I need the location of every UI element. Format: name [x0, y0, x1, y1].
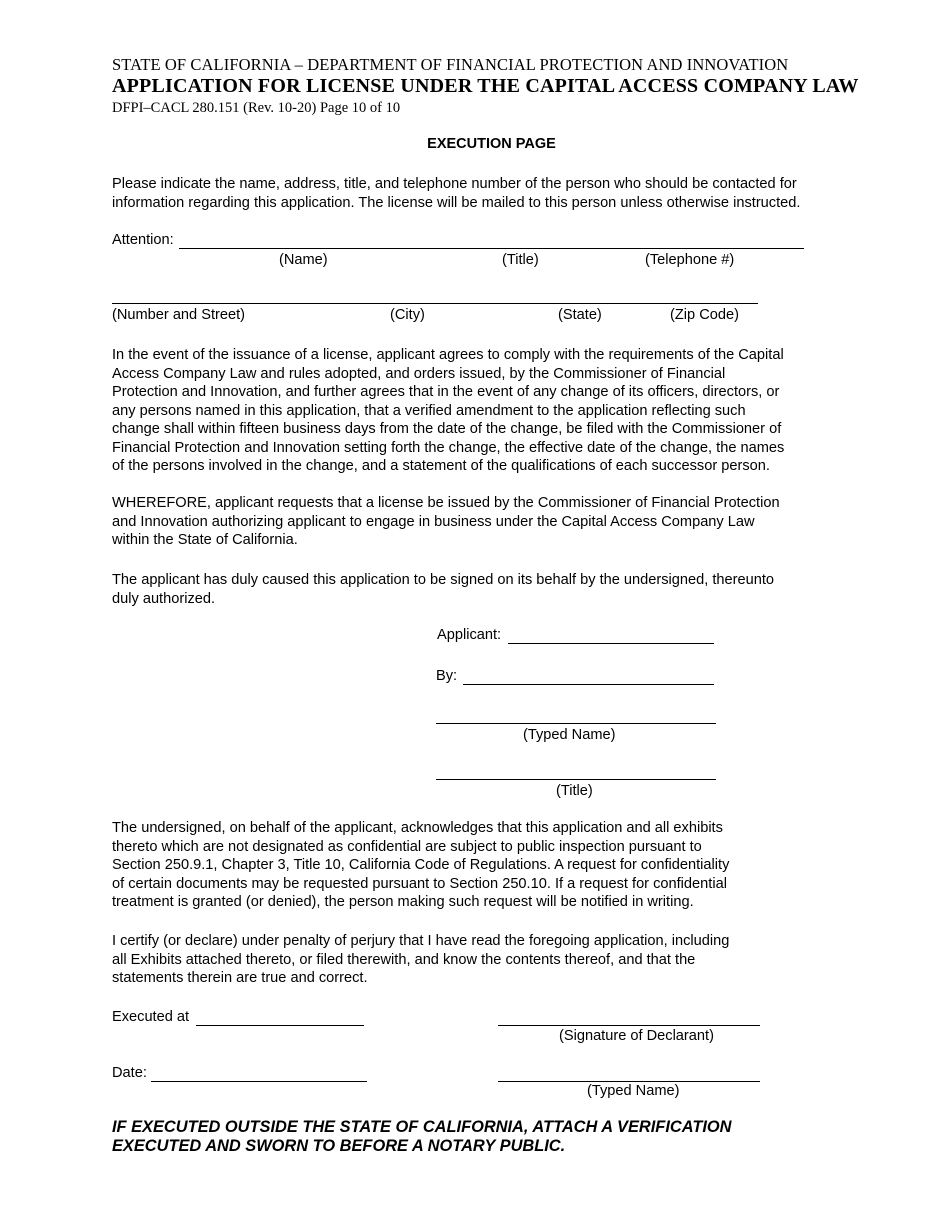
applicant-title-caption: (Title) — [556, 783, 593, 799]
compliance-paragraph: In the event of the issuance of a license, applicant agrees to comply with the requirements of the Capital Access Company Law and rules adopted, and orders issued, by the Commissioner of Financial Protection and Innovation, and further agrees that in the event of any change of its officers, directors, or any persons named in this application, that a verified amendment to the application reflecting such change shall within fifteen business days from the date of the change, be filed with the Commissioner of Financial Protection and Innovation setting forth the change, the effective date of the change, the names of the persons involved in the change, and a statement of the qualifications of each successor person. — [112, 347, 785, 474]
section-title: EXECUTION PAGE — [427, 136, 556, 152]
date-input-line[interactable] — [151, 1081, 367, 1082]
attention-input-line[interactable] — [179, 248, 804, 249]
declarant-typed-name-caption: (Typed Name) — [587, 1083, 680, 1099]
typed-name-line[interactable] — [436, 723, 716, 724]
intro-paragraph: Please indicate the name, address, title, and telephone number of the person who should be contacted for information regarding this application. The license will be mailed to this person unless otherwise instructed. — [112, 176, 801, 211]
state-caption: (State) — [558, 307, 602, 323]
declarant-signature-line[interactable] — [498, 1025, 760, 1026]
form-title: APPLICATION FOR LICENSE UNDER THE CAPITAL ACCESS COMPANY LAW — [112, 75, 859, 97]
city-caption: (City) — [390, 307, 425, 323]
typed-name-caption: (Typed Name) — [523, 727, 616, 743]
executed-at-input-line[interactable] — [196, 1025, 364, 1026]
by-signature-line[interactable] — [463, 684, 714, 685]
signature-caption: (Signature of Declarant) — [559, 1028, 714, 1044]
form-id: DFPI–CACL 280.151 (Rev. 10-20) Page 10 of 10 — [112, 100, 401, 116]
date-label: Date: — [112, 1065, 147, 1081]
notary-notice: IF EXECUTED OUTSIDE THE STATE OF CALIFORNIA, ATTACH A VERIFICATION EXECUTED AND SWORN TO BEFORE A NOTARY PUBLIC. — [112, 1118, 732, 1155]
name-caption: (Name) — [279, 252, 328, 268]
street-caption: (Number and Street) — [112, 307, 246, 323]
title-caption: (Title) — [502, 252, 539, 268]
by-label: By: — [436, 668, 458, 684]
executed-at-label: Executed at — [112, 1009, 190, 1025]
zip-caption: (Zip Code) — [670, 307, 739, 323]
applicant-label: Applicant: — [437, 627, 502, 643]
confidentiality-paragraph: The undersigned, on behalf of the applicant, acknowledges that this application and all exhibits thereto which are not designated as confidential are subject to public inspection pursuant to Section 250.9.1, Chapter 3, Title 10, California Code of Regulations. A request for confidentiality of certain documents may be requested pursuant to Section 250.10. If a request for confidential treatment is granted (or denied), the person making such request will be notified in writing. — [112, 820, 730, 910]
address-input-line[interactable] — [112, 303, 758, 304]
declarant-typed-name-line[interactable] — [498, 1081, 760, 1082]
wherefore-paragraph: WHEREFORE, applicant requests that a license be issued by the Commissioner of Financial Protection and Innovation authorizing applicant to engage in business under the Capital Access Company Law within the State of California. — [112, 495, 780, 548]
applicant-input-line[interactable] — [508, 643, 714, 644]
signed-paragraph: The applicant has duly caused this application to be signed on its behalf by the undersigned, thereunto duly authorized. — [112, 572, 775, 607]
telephone-caption: (Telephone #) — [645, 252, 735, 268]
attention-label: Attention: — [112, 232, 174, 248]
certify-paragraph: I certify (or declare) under penalty of perjury that I have read the foregoing application, including all Exhibits attached thereto, or filed therewith, and know the contents thereof, and that the statements therein are true and correct. — [112, 933, 730, 986]
agency-header: STATE OF CALIFORNIA – DEPARTMENT OF FINANCIAL PROTECTION AND INNOVATION — [112, 55, 789, 74]
title-line[interactable] — [436, 779, 716, 780]
